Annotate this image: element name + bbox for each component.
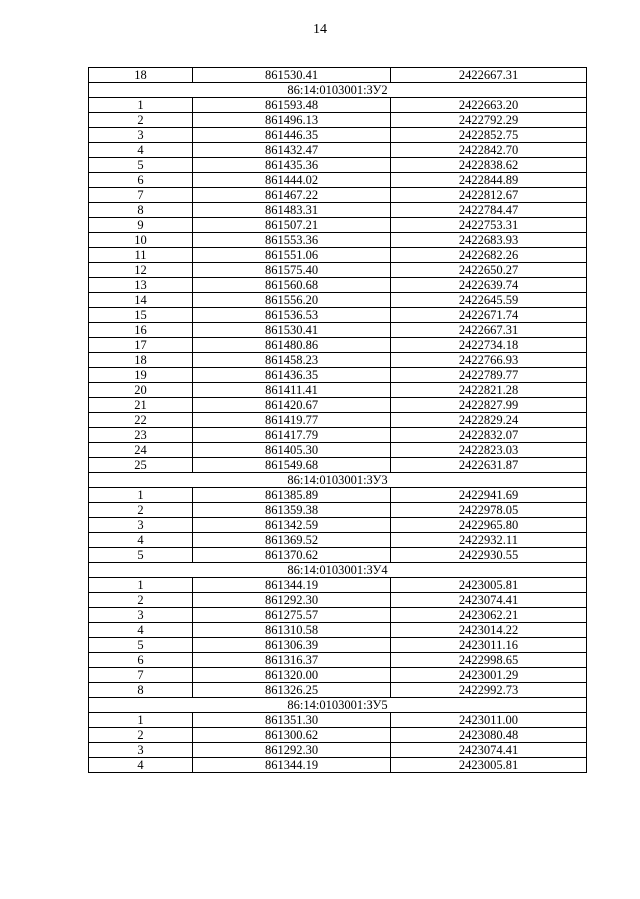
table-row bbox=[89, 443, 587, 458]
x-coordinate-cell: 861530.41 bbox=[193, 323, 391, 338]
table-row bbox=[89, 503, 587, 518]
y-coordinate-cell: 2422650.27 bbox=[391, 263, 587, 278]
x-coordinate-cell: 861496.13 bbox=[193, 113, 391, 128]
point-number-cell: 12 bbox=[89, 263, 193, 278]
x-coordinate-cell: 861417.79 bbox=[193, 428, 391, 443]
y-coordinate-cell: 2422852.75 bbox=[391, 128, 587, 143]
table-row bbox=[89, 368, 587, 383]
table-row bbox=[89, 713, 587, 728]
table-row bbox=[89, 293, 587, 308]
point-number-cell: 7 bbox=[89, 668, 193, 683]
point-number-cell: 3 bbox=[89, 608, 193, 623]
point-number-cell: 2 bbox=[89, 113, 193, 128]
table-row bbox=[89, 413, 587, 428]
y-coordinate-cell: 2422683.93 bbox=[391, 233, 587, 248]
table-row bbox=[89, 248, 587, 263]
point-number-cell: 5 bbox=[89, 638, 193, 653]
x-coordinate-cell: 861549.68 bbox=[193, 458, 391, 473]
point-number-cell: 21 bbox=[89, 398, 193, 413]
x-coordinate-cell: 861435.36 bbox=[193, 158, 391, 173]
point-number-cell: 3 bbox=[89, 518, 193, 533]
x-coordinate-cell: 861480.86 bbox=[193, 338, 391, 353]
table-row bbox=[89, 548, 587, 563]
y-coordinate-cell: 2422930.55 bbox=[391, 548, 587, 563]
y-coordinate-cell: 2423014.22 bbox=[391, 623, 587, 638]
point-number-cell: 14 bbox=[89, 293, 193, 308]
table-row bbox=[89, 308, 587, 323]
y-coordinate-cell: 2422671.74 bbox=[391, 308, 587, 323]
y-coordinate-cell: 2422838.62 bbox=[391, 158, 587, 173]
x-coordinate-cell: 861536.53 bbox=[193, 308, 391, 323]
point-number-cell: 25 bbox=[89, 458, 193, 473]
table-row bbox=[89, 323, 587, 338]
point-number-cell: 4 bbox=[89, 623, 193, 638]
table-row bbox=[89, 98, 587, 113]
table-row bbox=[89, 143, 587, 158]
point-number-cell: 7 bbox=[89, 188, 193, 203]
x-coordinate-cell: 861370.62 bbox=[193, 548, 391, 563]
table-row bbox=[89, 353, 587, 368]
table-row bbox=[89, 428, 587, 443]
point-number-cell: 19 bbox=[89, 368, 193, 383]
point-number-cell: 6 bbox=[89, 653, 193, 668]
table-row bbox=[89, 188, 587, 203]
x-coordinate-cell: 861344.19 bbox=[193, 578, 391, 593]
x-coordinate-cell: 861351.30 bbox=[193, 713, 391, 728]
y-coordinate-cell: 2422784.47 bbox=[391, 203, 587, 218]
x-coordinate-cell: 861306.39 bbox=[193, 638, 391, 653]
point-number-cell: 24 bbox=[89, 443, 193, 458]
y-coordinate-cell: 2422645.59 bbox=[391, 293, 587, 308]
table-row bbox=[89, 608, 587, 623]
table-row bbox=[89, 683, 587, 698]
x-coordinate-cell: 861310.58 bbox=[193, 623, 391, 638]
x-coordinate-cell: 861458.23 bbox=[193, 353, 391, 368]
table-row bbox=[89, 758, 587, 773]
y-coordinate-cell: 2422789.77 bbox=[391, 368, 587, 383]
table-row bbox=[89, 68, 587, 83]
x-coordinate-cell: 861483.31 bbox=[193, 203, 391, 218]
point-number-cell: 15 bbox=[89, 308, 193, 323]
point-number-cell: 5 bbox=[89, 158, 193, 173]
point-number-cell: 1 bbox=[89, 98, 193, 113]
table-row bbox=[89, 173, 587, 188]
table-row bbox=[89, 128, 587, 143]
section-label: 86:14:0103001:ЗУ5 bbox=[89, 698, 587, 713]
point-number-cell: 11 bbox=[89, 248, 193, 263]
y-coordinate-cell: 2422978.05 bbox=[391, 503, 587, 518]
point-number-cell: 5 bbox=[89, 548, 193, 563]
point-number-cell: 9 bbox=[89, 218, 193, 233]
point-number-cell: 22 bbox=[89, 413, 193, 428]
x-coordinate-cell: 861530.41 bbox=[193, 68, 391, 83]
table-row bbox=[89, 728, 587, 743]
point-number-cell: 6 bbox=[89, 173, 193, 188]
point-number-cell: 17 bbox=[89, 338, 193, 353]
x-coordinate-cell: 861344.19 bbox=[193, 758, 391, 773]
x-coordinate-cell: 861593.48 bbox=[193, 98, 391, 113]
table-row bbox=[89, 578, 587, 593]
y-coordinate-cell: 2423080.48 bbox=[391, 728, 587, 743]
table-row bbox=[89, 533, 587, 548]
point-number-cell: 1 bbox=[89, 713, 193, 728]
table-row bbox=[89, 743, 587, 758]
y-coordinate-cell: 2422639.74 bbox=[391, 278, 587, 293]
y-coordinate-cell: 2423062.21 bbox=[391, 608, 587, 623]
y-coordinate-cell: 2422682.26 bbox=[391, 248, 587, 263]
x-coordinate-cell: 861560.68 bbox=[193, 278, 391, 293]
page-number: 14 bbox=[313, 22, 327, 37]
y-coordinate-cell: 2422829.24 bbox=[391, 413, 587, 428]
x-coordinate-cell: 861385.89 bbox=[193, 488, 391, 503]
point-number-cell: 4 bbox=[89, 143, 193, 158]
point-number-cell: 8 bbox=[89, 203, 193, 218]
y-coordinate-cell: 2422667.31 bbox=[391, 323, 587, 338]
x-coordinate-cell: 861420.67 bbox=[193, 398, 391, 413]
point-number-cell: 1 bbox=[89, 488, 193, 503]
point-number-cell: 8 bbox=[89, 683, 193, 698]
point-number-cell: 18 bbox=[89, 68, 193, 83]
y-coordinate-cell: 2422842.70 bbox=[391, 143, 587, 158]
x-coordinate-cell: 861551.06 bbox=[193, 248, 391, 263]
x-coordinate-cell: 861359.38 bbox=[193, 503, 391, 518]
x-coordinate-cell: 861444.02 bbox=[193, 173, 391, 188]
y-coordinate-cell: 2423005.81 bbox=[391, 578, 587, 593]
coordinates-table bbox=[88, 67, 587, 773]
section-header-row bbox=[89, 698, 587, 713]
x-coordinate-cell: 861553.36 bbox=[193, 233, 391, 248]
point-number-cell: 3 bbox=[89, 743, 193, 758]
table-row bbox=[89, 233, 587, 248]
x-coordinate-cell: 861432.47 bbox=[193, 143, 391, 158]
table-row bbox=[89, 518, 587, 533]
x-coordinate-cell: 861300.62 bbox=[193, 728, 391, 743]
section-header-row bbox=[89, 83, 587, 98]
y-coordinate-cell: 2422667.31 bbox=[391, 68, 587, 83]
y-coordinate-cell: 2422631.87 bbox=[391, 458, 587, 473]
y-coordinate-cell: 2422812.67 bbox=[391, 188, 587, 203]
y-coordinate-cell: 2422792.29 bbox=[391, 113, 587, 128]
y-coordinate-cell: 2423001.29 bbox=[391, 668, 587, 683]
y-coordinate-cell: 2422827.99 bbox=[391, 398, 587, 413]
section-label: 86:14:0103001:ЗУ2 bbox=[89, 83, 587, 98]
section-label: 86:14:0103001:ЗУ4 bbox=[89, 563, 587, 578]
table-row bbox=[89, 158, 587, 173]
point-number-cell: 2 bbox=[89, 728, 193, 743]
section-label: 86:14:0103001:ЗУ3 bbox=[89, 473, 587, 488]
y-coordinate-cell: 2422832.07 bbox=[391, 428, 587, 443]
x-coordinate-cell: 861446.35 bbox=[193, 128, 391, 143]
y-coordinate-cell: 2422998.65 bbox=[391, 653, 587, 668]
x-coordinate-cell: 861316.37 bbox=[193, 653, 391, 668]
y-coordinate-cell: 2423074.41 bbox=[391, 593, 587, 608]
table-row bbox=[89, 398, 587, 413]
point-number-cell: 20 bbox=[89, 383, 193, 398]
y-coordinate-cell: 2422941.69 bbox=[391, 488, 587, 503]
x-coordinate-cell: 861405.30 bbox=[193, 443, 391, 458]
x-coordinate-cell: 861326.25 bbox=[193, 683, 391, 698]
x-coordinate-cell: 861411.41 bbox=[193, 383, 391, 398]
x-coordinate-cell: 861369.52 bbox=[193, 533, 391, 548]
point-number-cell: 4 bbox=[89, 758, 193, 773]
point-number-cell: 1 bbox=[89, 578, 193, 593]
x-coordinate-cell: 861342.59 bbox=[193, 518, 391, 533]
x-coordinate-cell: 861467.22 bbox=[193, 188, 391, 203]
table-row bbox=[89, 278, 587, 293]
point-number-cell: 23 bbox=[89, 428, 193, 443]
y-coordinate-cell: 2422766.93 bbox=[391, 353, 587, 368]
point-number-cell: 2 bbox=[89, 593, 193, 608]
y-coordinate-cell: 2422823.03 bbox=[391, 443, 587, 458]
table-row bbox=[89, 623, 587, 638]
y-coordinate-cell: 2422992.73 bbox=[391, 683, 587, 698]
x-coordinate-cell: 861507.21 bbox=[193, 218, 391, 233]
y-coordinate-cell: 2423074.41 bbox=[391, 743, 587, 758]
y-coordinate-cell: 2422844.89 bbox=[391, 173, 587, 188]
table-row bbox=[89, 383, 587, 398]
point-number-cell: 3 bbox=[89, 128, 193, 143]
y-coordinate-cell: 2422734.18 bbox=[391, 338, 587, 353]
table-row bbox=[89, 458, 587, 473]
y-coordinate-cell: 2422663.20 bbox=[391, 98, 587, 113]
table-row bbox=[89, 113, 587, 128]
table-row bbox=[89, 263, 587, 278]
table-row bbox=[89, 668, 587, 683]
coordinates-table-body bbox=[89, 68, 587, 773]
x-coordinate-cell: 861292.30 bbox=[193, 593, 391, 608]
x-coordinate-cell: 861436.35 bbox=[193, 368, 391, 383]
y-coordinate-cell: 2423011.00 bbox=[391, 713, 587, 728]
point-number-cell: 13 bbox=[89, 278, 193, 293]
x-coordinate-cell: 861275.57 bbox=[193, 608, 391, 623]
x-coordinate-cell: 861419.77 bbox=[193, 413, 391, 428]
y-coordinate-cell: 2422821.28 bbox=[391, 383, 587, 398]
table-row bbox=[89, 218, 587, 233]
x-coordinate-cell: 861292.30 bbox=[193, 743, 391, 758]
table-row bbox=[89, 638, 587, 653]
point-number-cell: 2 bbox=[89, 503, 193, 518]
table-row bbox=[89, 653, 587, 668]
x-coordinate-cell: 861556.20 bbox=[193, 293, 391, 308]
y-coordinate-cell: 2423011.16 bbox=[391, 638, 587, 653]
y-coordinate-cell: 2422965.80 bbox=[391, 518, 587, 533]
y-coordinate-cell: 2422753.31 bbox=[391, 218, 587, 233]
table-row bbox=[89, 338, 587, 353]
x-coordinate-cell: 861575.40 bbox=[193, 263, 391, 278]
y-coordinate-cell: 2423005.81 bbox=[391, 758, 587, 773]
table-row bbox=[89, 593, 587, 608]
section-header-row bbox=[89, 473, 587, 488]
point-number-cell: 4 bbox=[89, 533, 193, 548]
point-number-cell: 10 bbox=[89, 233, 193, 248]
table-row bbox=[89, 203, 587, 218]
section-header-row bbox=[89, 563, 587, 578]
point-number-cell: 16 bbox=[89, 323, 193, 338]
y-coordinate-cell: 2422932.11 bbox=[391, 533, 587, 548]
point-number-cell: 18 bbox=[89, 353, 193, 368]
x-coordinate-cell: 861320.00 bbox=[193, 668, 391, 683]
table-row bbox=[89, 488, 587, 503]
